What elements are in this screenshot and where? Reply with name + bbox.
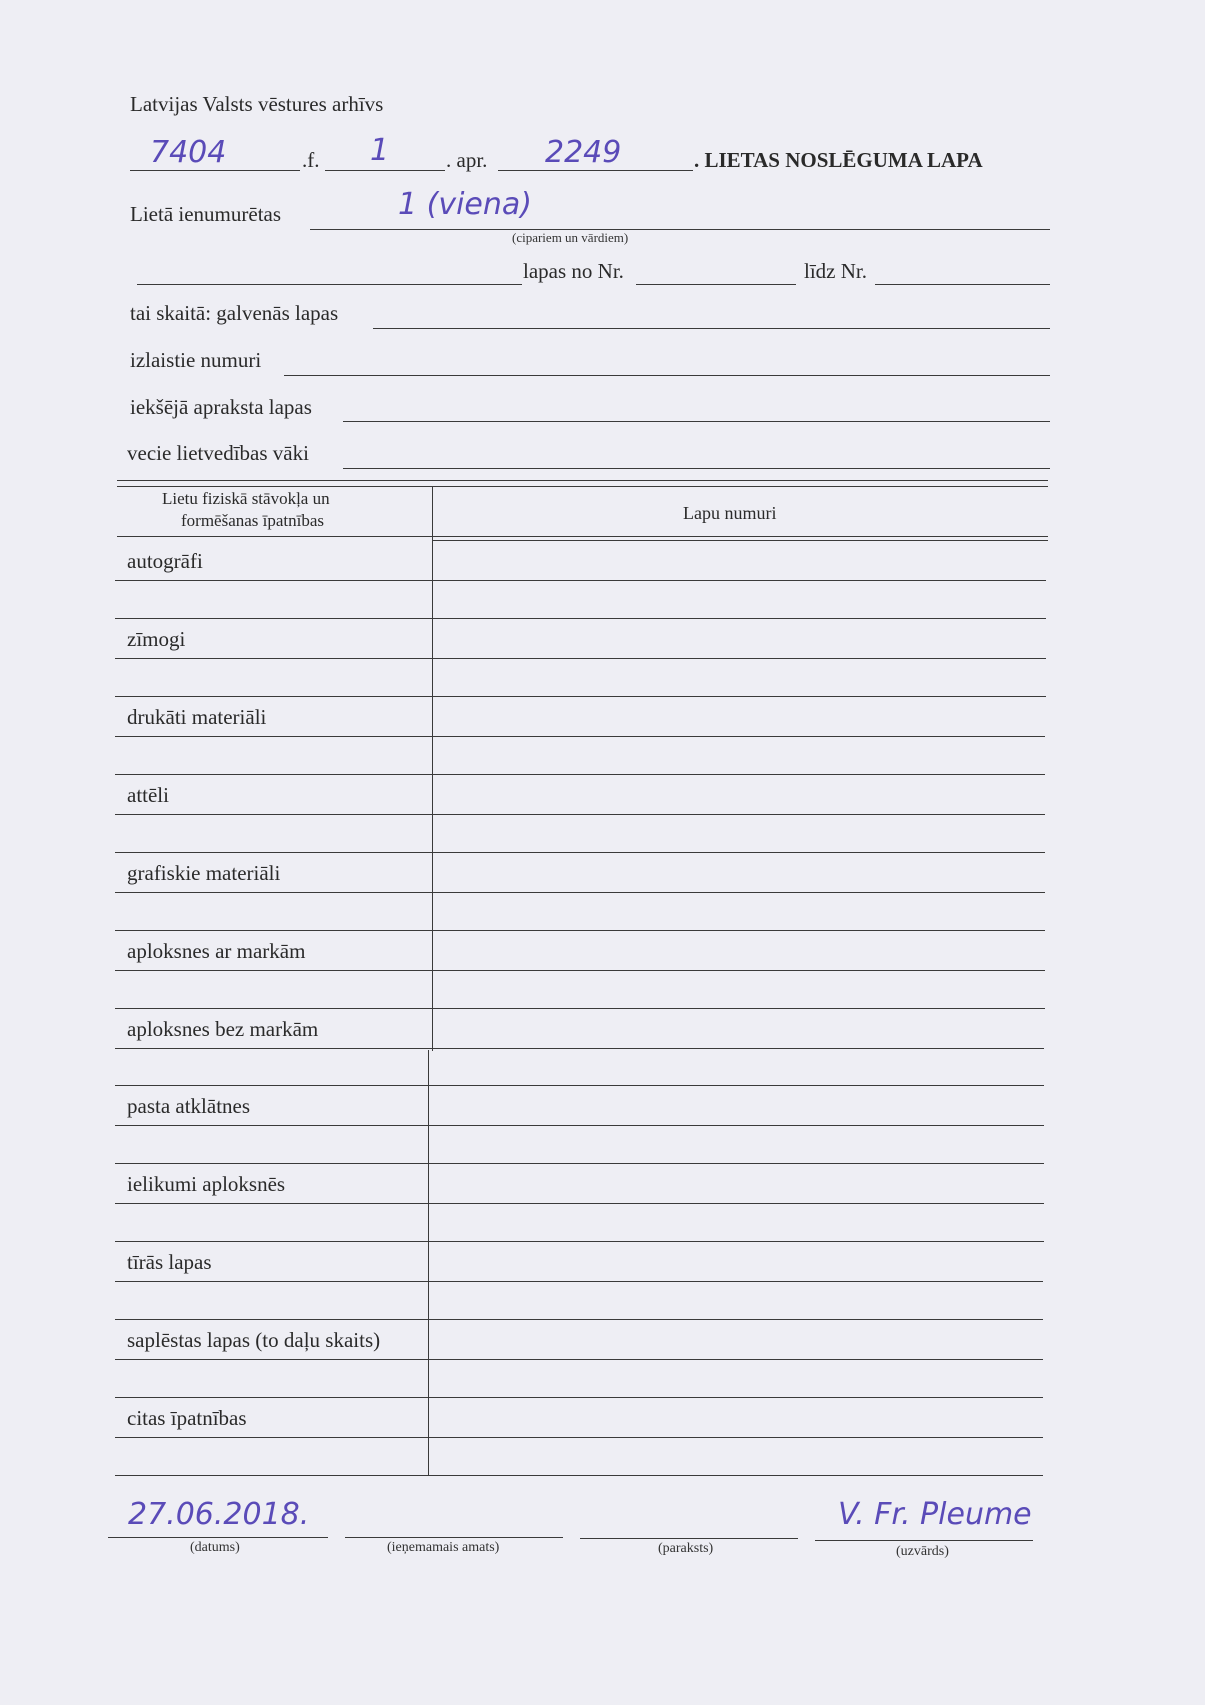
table-header-col1: Lietu fiziskā stāvokļa un: [162, 489, 330, 508]
date-underline: [108, 1537, 328, 1538]
table-row-label: aploksnes bez markām: [127, 1016, 319, 1041]
pages-prefix-underline: [137, 284, 522, 285]
position-underline: [345, 1537, 563, 1538]
table-row-label: citas īpatnības: [127, 1406, 247, 1431]
inventory-suffix: . apr.: [446, 148, 488, 172]
archive-name: Latvijas Valsts vēstures arhīvs: [130, 92, 384, 116]
field-underline: [284, 375, 1050, 376]
table-row-label: aploksnes ar markām: [127, 938, 306, 963]
table-header-col1: formēšanas īpatnības: [181, 511, 325, 530]
table-header-rule: [432, 540, 1048, 541]
table-row-rule: [115, 1241, 1044, 1242]
table-row-rule: [115, 1359, 1043, 1360]
file-underline: [498, 170, 693, 171]
signature-label: (paraksts): [658, 1541, 714, 1556]
table-row-rule: [115, 852, 1045, 853]
table-row-label: pasta atklātnes: [127, 1094, 251, 1119]
numbered-underline: [310, 229, 1050, 230]
numbered-hint: (cipariem un vārdiem): [512, 230, 629, 245]
table-row-label: saplēstas lapas (to daļu skaits): [127, 1328, 381, 1353]
table-row-rule: [115, 1048, 1044, 1049]
table-row-rule: [115, 1203, 1044, 1204]
table-row-rule: [115, 658, 1046, 659]
fund-value: 7404: [150, 135, 227, 170]
table-row-rule: [115, 1397, 1043, 1398]
table-row-rule: [115, 892, 1045, 893]
table-row-rule: [115, 580, 1046, 581]
table-header-col2: Lapu numuri: [683, 503, 777, 523]
inventory-value: 1: [370, 133, 390, 168]
pages-from-underline: [636, 284, 796, 285]
table-row-rule: [115, 696, 1046, 697]
table-row-rule: [115, 1437, 1043, 1438]
table-row-rule: [115, 930, 1045, 931]
table-top-rule: [117, 486, 1048, 487]
table-row-rule: [115, 1008, 1045, 1009]
table-header-rule: [117, 536, 1048, 537]
table-row-label: drukāti materiāli: [127, 704, 267, 729]
table-row-rule: [115, 1125, 1044, 1126]
table-column-divider: [428, 1050, 429, 1475]
table-row-rule: [115, 1281, 1043, 1282]
inventory-underline: [325, 170, 445, 171]
table-row-rule: [115, 1163, 1044, 1164]
field-label: izlaistie numuri: [130, 348, 262, 372]
field-label: tai skaitā: galvenās lapas: [130, 301, 339, 325]
table-row-rule: [115, 1475, 1043, 1476]
table-row-label: zīmogi: [127, 626, 186, 651]
table-row-label: tīrās lapas: [127, 1250, 212, 1275]
surname-value: V. Fr. Pleume: [838, 1497, 1032, 1532]
field-underline: [343, 468, 1050, 469]
table-row-rule: [115, 1319, 1043, 1320]
pages-from-label: lapas no Nr.: [523, 259, 624, 283]
table-row-label: attēli: [127, 782, 169, 807]
field-label: vecie lietvedības vāki: [127, 441, 309, 465]
table-row-rule: [115, 1085, 1044, 1086]
table-row-rule: [115, 814, 1045, 815]
table-row-label: grafiskie materiāli: [127, 860, 281, 885]
field-underline: [373, 328, 1050, 329]
pages-to-underline: [875, 284, 1050, 285]
file-value: 2249: [545, 135, 622, 170]
position-label: (ieņemamais amats): [387, 1540, 500, 1555]
table-row-rule: [115, 736, 1045, 737]
numbered-value: 1 (viena): [398, 187, 532, 222]
form-title: . LIETAS NOSLĒGUMA LAPA: [694, 148, 983, 172]
table-row-label: ielikumi aploksnēs: [127, 1172, 286, 1197]
signature-underline: [580, 1538, 798, 1539]
numbered-label: Lietā ienumurētas: [130, 202, 282, 226]
fund-underline: [130, 170, 300, 171]
field-underline: [343, 421, 1050, 422]
date-label: (datums): [190, 1540, 240, 1555]
table-row-rule: [115, 774, 1045, 775]
surname-underline: [815, 1540, 1033, 1541]
surname-label: (uzvārds): [896, 1544, 949, 1559]
date-value: 27.06.2018.: [128, 1497, 310, 1532]
table-row-label: autogrāfi: [127, 549, 203, 573]
pages-to-label: līdz Nr.: [804, 259, 867, 283]
field-label: iekšējā apraksta lapas: [130, 395, 312, 419]
table-top-rule: [117, 480, 1048, 481]
table-row-rule: [115, 970, 1045, 971]
table-row-rule: [115, 618, 1046, 619]
table-column-divider: [432, 486, 433, 1051]
fund-suffix: .f.: [302, 148, 320, 172]
